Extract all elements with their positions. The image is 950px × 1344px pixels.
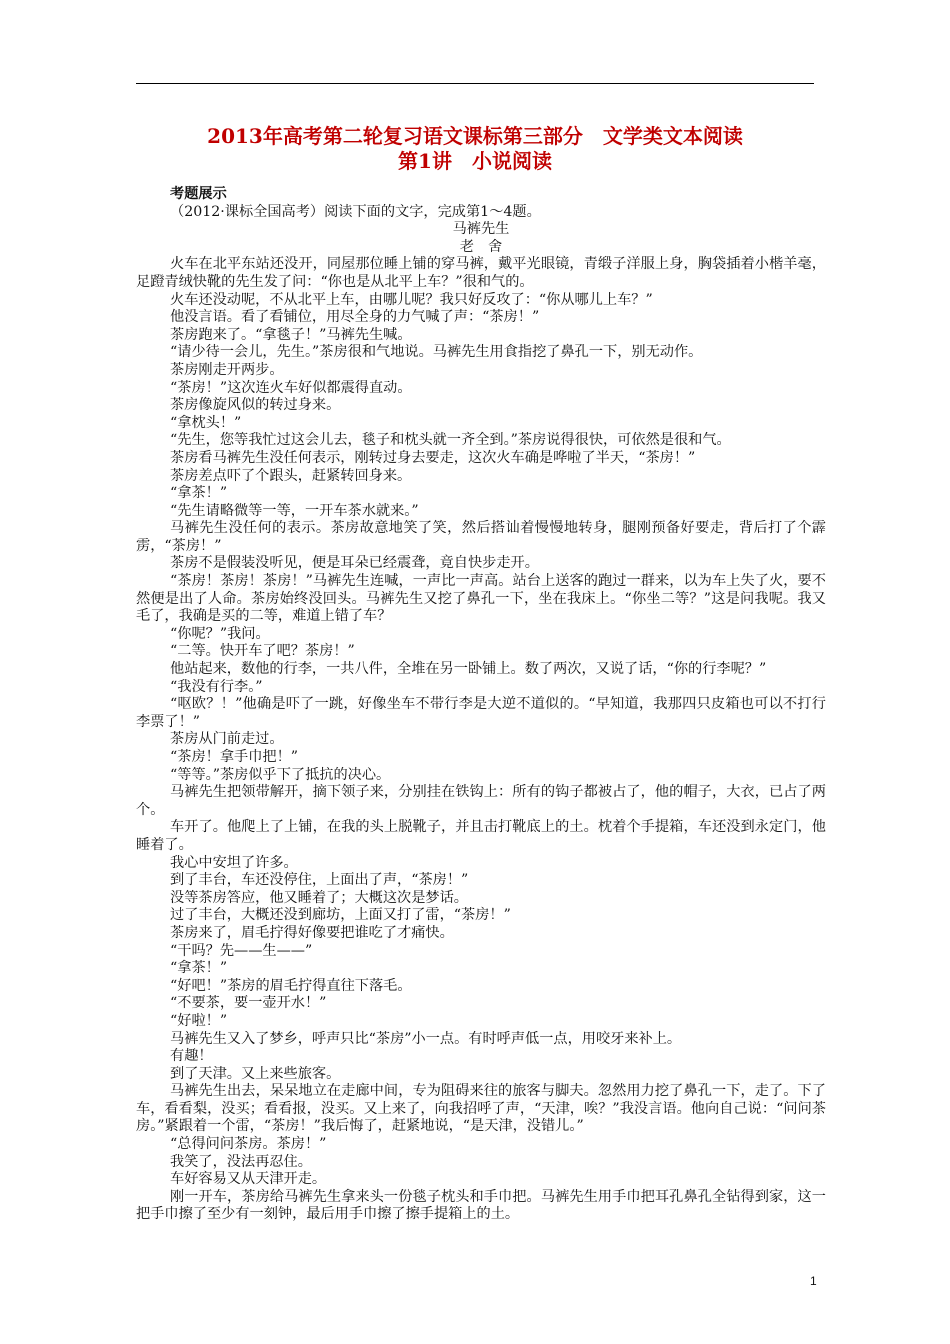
story-paragraph: 我心中安坦了许多。 <box>170 854 298 871</box>
story-paragraph: 茶房刚走开两步。 <box>170 361 284 378</box>
story-paragraph: “请少待一会儿，先生。”茶房很和气地说。马裤先生用食指挖了鼻孔一下，别无动作。 <box>170 344 703 361</box>
story-paragraph: 他站起来，数他的行李，一共八件，全堆在另一卧铺上。数了两次，又说了话，“你的行李呢？” <box>170 661 767 678</box>
story-paragraph: 火车在北平东站还没开，同屋那位睡上铺的穿马裤，戴平光眼镜，青缎子洋服上身，胸袋插着小楷羊毫，足蹬青绒快靴的先生发了问：“你也是从北平上车？”很和气的。 <box>136 256 826 290</box>
story-paragraph: 车开了。他爬上了上铺，在我的头上脱靴子，并且击打靴底上的土。枕着个手提箱，车还没到永定门，他睡着了。 <box>136 819 826 853</box>
title-line-2: 第1讲 小说阅读 <box>398 149 552 173</box>
story-paragraph: 茶房看马裤先生没任何表示，刚转过身去要走，这次火车确是哗啦了半天，“茶房！” <box>170 449 696 466</box>
story-paragraph: 过了丰台，大概还没到廊坊，上面又打了雷，“茶房！” <box>170 907 511 924</box>
story-title: 马裤先生 <box>452 221 510 238</box>
story-paragraph: 有趣！ <box>170 1048 213 1065</box>
story-paragraph: 马裤先生把领带解开，摘下领子来，分别挂在铁钩上：所有的钩子都被占了，他的帽子，大衣，已占了两个。 <box>136 784 826 818</box>
document-title <box>136 124 814 174</box>
story-paragraph: 茶房像旋风似的转过身来。 <box>170 397 341 414</box>
story-paragraph: “好啦！” <box>170 1012 228 1029</box>
story-paragraph: 我笑了，没法再忍住。 <box>170 1153 312 1170</box>
story-paragraph: 茶房从门前走过。 <box>170 731 284 748</box>
story-paragraph: 马裤先生又入了梦乡，呼声只比“茶房”小一点。有时呼声低一点，用咬牙来补上。 <box>170 1030 682 1047</box>
story-paragraph: “二等。快开车了吧？茶房！” <box>170 643 355 660</box>
story-paragraph: “你呢？”我问。 <box>170 625 270 642</box>
story-paragraph: 到了天津。又上来些旅客。 <box>170 1065 341 1082</box>
story-paragraph: 刚一开车，茶房给马裤先生拿来头一份毯子枕头和手巾把。马裤先生用手巾把耳孔鼻孔全钻得到家，这一把手巾擦了至少有一刻钟，最后用手巾擦了擦手提箱上的土。 <box>136 1188 826 1223</box>
story-paragraph: 马裤先生没任何的表示。茶房故意地笑了笑，然后搭讪着慢慢地转身，腿刚预备好要走，背后打了个霹雳，“茶房！” <box>136 520 826 554</box>
story-paragraph: “总得问问茶房。茶房！” <box>170 1136 327 1153</box>
story-paragraph: “茶房！茶房！茶房！”马裤先生连喊，一声比一声高。站台上送客的跑过一群来，以为车上失了火，要不然便是出了人命。茶房始终没回头。马裤先生又挖了鼻孔一下，坐在我床上。“你坐二等？”这是问我呢。我又毛了，我确是买的二等，难道上错了车？ <box>136 573 826 625</box>
story-paragraph: “茶房！”这次连火车好似都震得直动。 <box>170 379 412 396</box>
section-heading: 考题展示 <box>170 186 227 202</box>
story-paragraph: 没等茶房答应，他又睡着了；大概这次是梦话。 <box>170 889 468 906</box>
story-paragraph: 火车还没动呢，不从北平上车，由哪儿呢？我只好反攻了：“你从哪儿上车？” <box>170 291 653 308</box>
document-body <box>136 186 826 1224</box>
header-rule <box>136 83 814 84</box>
story-paragraph: 茶房跑来了。“拿毯子！”马裤先生喊。 <box>170 326 412 343</box>
story-text <box>136 256 826 1224</box>
story-paragraph: “拿枕头！” <box>170 414 242 431</box>
story-paragraph: “先生，您等我忙过这会儿去，毯子和枕头就一齐全到。”茶房说得很快，可依然是很和气。 <box>170 432 731 449</box>
story-paragraph: “茶房！拿手巾把！” <box>170 749 299 765</box>
story-paragraph: “拿茶！” <box>170 960 228 977</box>
story-paragraph: 车好容易又从天津开走。 <box>170 1171 327 1188</box>
story-paragraph: “呕欧？！”他确是吓了一跳，好像坐车不带行李是大逆不道似的。“早知道，我那四只皮箱也可以不打行李票了！” <box>136 696 826 730</box>
story-paragraph: “拿茶！” <box>170 485 228 502</box>
story-paragraph: “干吗？先——生——” <box>170 942 313 959</box>
story-paragraph: “先生请略微等一等，一开车茶水就来。” <box>170 502 419 519</box>
title-line-1: 2013年高考第二轮复习语文课标第三部分 文学类文本阅读 <box>207 124 743 148</box>
story-paragraph: 茶房来了，眉毛拧得好像要把谁吃了才痛快。 <box>170 924 454 941</box>
story-paragraph: “等等。”茶房似乎下了抵抗的决心。 <box>170 766 391 783</box>
story-paragraph: 他没言语。看了看铺位，用尽全身的力气喊了声：“茶房！” <box>170 309 540 326</box>
question-intro: （2012·课标全国高考）阅读下面的文字，完成第1～4题。 <box>170 203 541 220</box>
story-paragraph: “不要茶，要一壶开水！” <box>170 995 327 1012</box>
story-author: 老舍 <box>459 238 517 255</box>
story-paragraph: 马裤先生出去，呆呆地立在走廊中间，专为阻碍来往的旅客与脚夫。忽然用力挖了鼻孔一下，走了。下了车，看看梨，没买；看看报，没买。又上来了，向我招呼了声，“天津，唉？”我没言语。他向自己说：“问问茶房。”紧跟着一个雷，“茶房！”我后悔了，赶紧地说，“是天津，没错儿。” <box>136 1083 826 1135</box>
story-paragraph: 茶房差点吓了个跟头，赶紧转回身来。 <box>170 467 412 484</box>
story-paragraph: 到了丰台，车还没停住，上面出了声，“茶房！” <box>170 872 469 889</box>
story-paragraph: 茶房不是假装没听见，便是耳朵已经震聋，竟自快步走开。 <box>170 555 539 572</box>
story-paragraph: “好吧！”茶房的眉毛拧得直往下落毛。 <box>170 977 412 994</box>
page-number: 1 <box>810 1274 817 1288</box>
story-paragraph: “我没有行李。” <box>170 678 263 695</box>
